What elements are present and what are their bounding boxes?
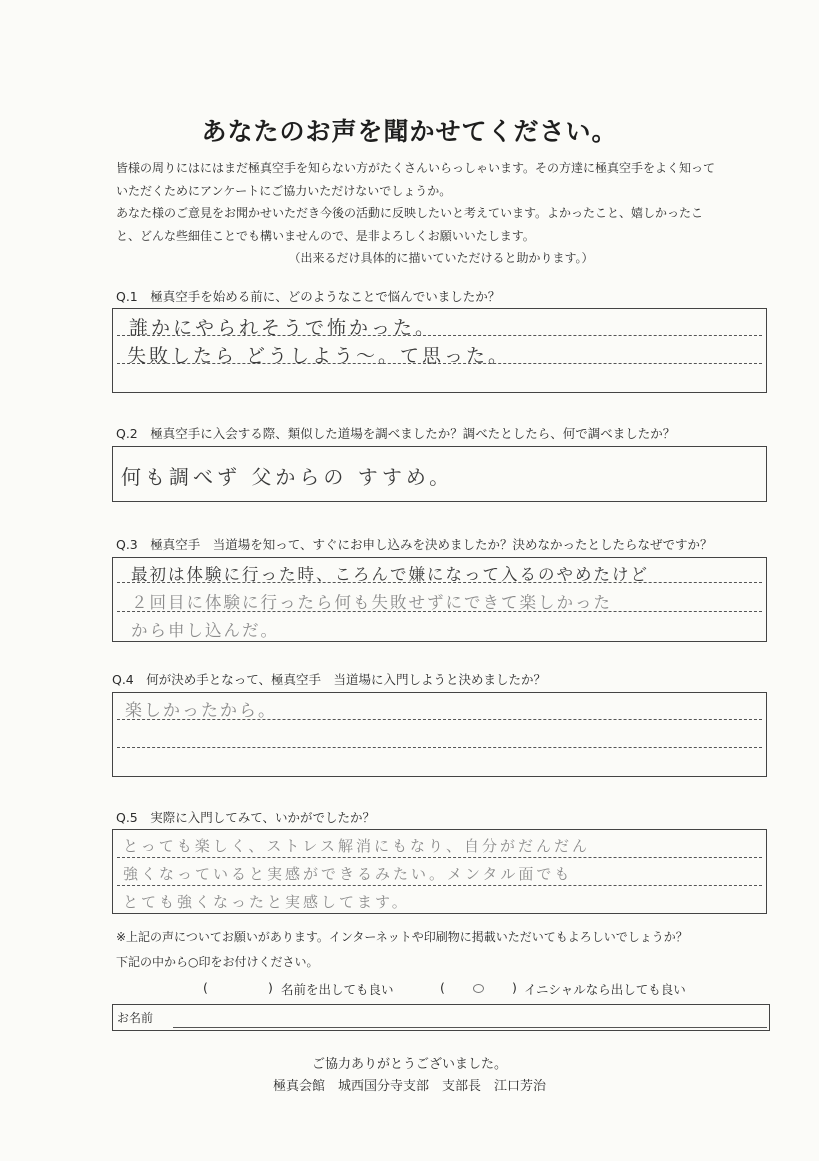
answer-3-line-1: 最初は体験に行った時、ころんで嫌になって入るのやめたけど <box>131 565 649 584</box>
answer-5-line-3: とても強くなったと実感してます。 <box>123 893 410 911</box>
circle-mark-icon <box>473 984 484 993</box>
option-full-close-paren: ) <box>268 980 273 995</box>
option-full-name-label: 名前を出しても良い <box>281 982 394 997</box>
answer-2-line-1: 何も調べず 父からの すすめ。 <box>121 465 454 489</box>
intro-line-2: いただくためにアンケートにご協力いただけないでしょうか。 <box>116 183 452 198</box>
answer-1-line-2: 失敗したら どうしよう～。て思った。 <box>127 345 511 367</box>
intro-line-4: と、どんな些細佳ことでも構いませんので、是非よろしくお願いいたします。 <box>116 228 535 243</box>
answer-3-line-3: から申し込んだ。 <box>131 621 279 640</box>
name-field-label: お名前 <box>117 1011 154 1025</box>
intro-line-3: あなた様のご意見をお聞かせいただき今後の活動に反映したいと考えています。よかったこと、嬉しかったこ <box>116 206 704 220</box>
option-full-name-checkbox[interactable] <box>212 978 264 998</box>
intro-text <box>116 157 766 270</box>
answer-box-1[interactable] <box>112 308 767 393</box>
intro-line-1: 皆様の周りにはにはまだ極真空手を知らない方がたくさんいらっしゃいます。その方達に極真空手をよく知って <box>116 161 716 175</box>
option-initial-label: イニシャルなら出しても良い <box>524 982 686 997</box>
name-underline-right <box>331 1027 767 1028</box>
name-field[interactable] <box>112 1004 770 1031</box>
answer-1-line-1: 誰かにやられそうで怖かった。 <box>129 317 438 339</box>
option-initial-open-paren: ( <box>440 980 445 995</box>
name-underline-left <box>173 1027 333 1028</box>
answer-5-line-2: 強くなっていると実感ができるみたい。メンタル面でも <box>123 865 573 883</box>
answer-box-3[interactable] <box>112 557 767 642</box>
answer-box-5[interactable] <box>112 829 767 914</box>
answer-box-4[interactable] <box>112 692 767 777</box>
permission-note: ※上記の声についてお願いがあります。インターネットや印刷物に掲載いただいてもよろしいでしょうか？ <box>116 930 688 944</box>
question-5-label: Q.5 実際に入門してみて、いかがでしたか？ <box>116 810 376 825</box>
footer-thanks: ご協力ありがとうございました。 <box>311 1057 507 1072</box>
question-3-label: Q.3 極真空手 当道場を知って、すぐにお申し込みを決めましたか？決めなかったとしたらなぜですか？ <box>116 537 713 552</box>
page-title: あなたのお声を聞かせてください。 <box>201 117 618 146</box>
option-initial-close-paren: ) <box>512 980 517 995</box>
option-full-open-paren: ( <box>203 980 208 995</box>
answer-3-line-2: ２回目に体験に行ったら何も失敗せずにできて楽しかった <box>131 593 612 612</box>
question-4-label: Q.4 何が決め手となって、極真空手 当道場に入門しようと決めましたか？ <box>112 672 547 687</box>
footer-org: 極真会館 城西国分寺支部 支部長 江口芳治 <box>272 1079 546 1094</box>
question-2-label: Q.2 極真空手に入会する際、類似した道場を調べましたか？調べたとしたら、何で調べましたか？ <box>116 426 676 441</box>
permission-instruction: 下記の中から○印をお付けください。 <box>116 955 319 969</box>
intro-line-5: （出来るだけ具体的に描いていただけると助かります。） <box>288 251 594 265</box>
option-initial-checkbox[interactable] <box>449 978 507 998</box>
answer-4-line-1: 楽しかったから。 <box>125 701 277 721</box>
answer-5-line-1: とっても楽しく、ストレス解消にもなり、自分がだんだん <box>123 837 590 855</box>
question-1-label: Q.1 極真空手を始める前に、どのようなことで悩んでいましたか？ <box>116 289 501 304</box>
answer-box-2[interactable] <box>112 446 767 502</box>
